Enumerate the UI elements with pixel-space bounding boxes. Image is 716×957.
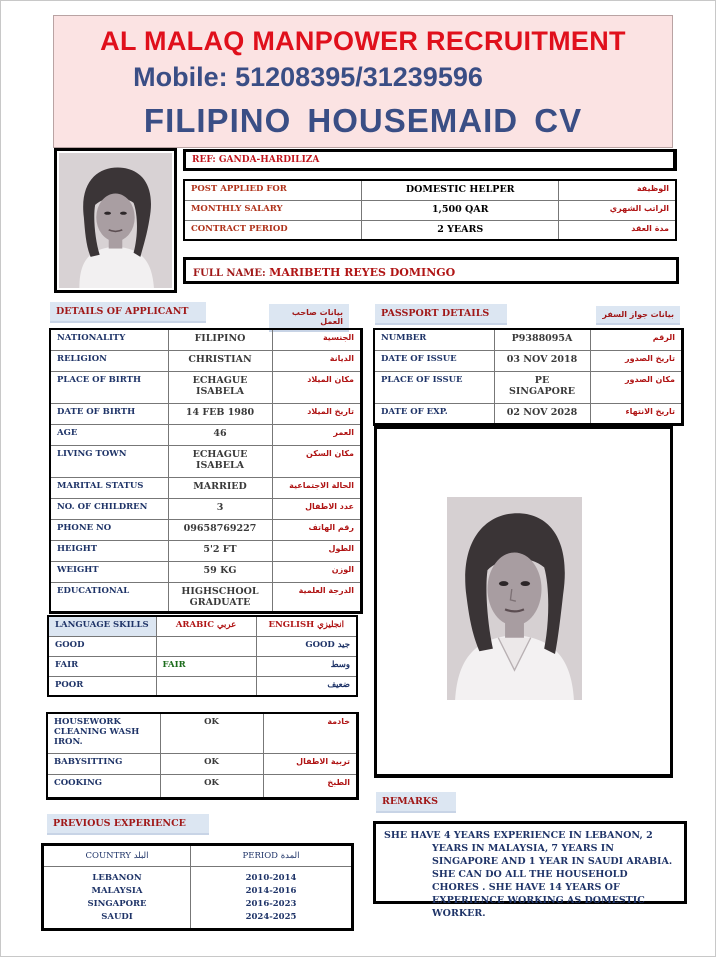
post-arabic: الوظيفة	[559, 180, 676, 200]
post-label: POST APPLIED FOR	[184, 180, 362, 200]
table-row	[47, 753, 358, 774]
post-table	[183, 179, 677, 241]
experience-country: SAUDI	[101, 912, 133, 922]
language-level: FAIR	[48, 656, 156, 676]
table-row	[48, 676, 357, 696]
english-level: وسط	[256, 656, 357, 676]
detail-value: 46	[168, 424, 272, 445]
table-row	[50, 424, 362, 445]
post-value: DOMESTIC HELPER	[362, 180, 559, 200]
detail-label: NATIONALITY	[50, 329, 168, 350]
table-row	[50, 561, 362, 582]
company-name: AL MALAQ MANPOWER RECRUITMENT	[100, 26, 626, 56]
experience-country: MALAYSIA	[91, 886, 143, 896]
detail-label: MARITAL STATUS	[50, 477, 168, 498]
detail-label: PLACE OF BIRTH	[50, 371, 168, 403]
skill-label: BABYSITTING	[47, 753, 160, 774]
full-name-value: MARIBETH REYES DOMINGO	[269, 266, 456, 279]
table-row	[50, 350, 362, 371]
table-row	[50, 540, 362, 561]
passport-arabic: الرقم	[590, 329, 683, 350]
english-level: GOOD جيد	[256, 636, 357, 656]
detail-arabic: الطول	[272, 540, 362, 561]
table-row	[374, 329, 683, 350]
detail-arabic: تاريخ الميلاد	[272, 403, 362, 424]
full-name-box	[183, 257, 679, 284]
passport-arabic: تاريخ الانتهاء	[590, 403, 683, 424]
language-skills-title: LANGUAGE SKILLS	[48, 616, 156, 636]
table-row	[184, 200, 676, 220]
detail-value: ECHAGUE ISABELA	[168, 445, 272, 477]
experience-country: LEBANON	[92, 873, 142, 883]
table-row	[50, 582, 362, 612]
skill-label: HOUSEWORK CLEANING WASH IRON.	[47, 713, 160, 753]
passport-label: NUMBER	[374, 329, 494, 350]
table-row	[43, 867, 353, 886]
table-row	[43, 885, 353, 898]
passport-table	[373, 328, 684, 426]
header-banner	[53, 15, 673, 148]
detail-arabic: الدرجة العلمية	[272, 582, 362, 612]
detail-value: CHRISTIAN	[168, 350, 272, 371]
reference-box	[183, 149, 677, 171]
country-header: COUNTRY البلد	[43, 845, 191, 867]
detail-label: NO. OF CHILDREN	[50, 498, 168, 519]
passport-label: DATE OF EXP.	[374, 403, 494, 424]
table-row	[50, 519, 362, 540]
passport-arabic: تاريخ الصدور	[590, 350, 683, 371]
table-row	[50, 403, 362, 424]
passport-value: 02 NOV 2028	[494, 403, 590, 424]
detail-value: 5'2 FT	[168, 540, 272, 561]
detail-label: WEIGHT	[50, 561, 168, 582]
mobile-number: Mobile: 51208395/31239596	[133, 62, 483, 92]
detail-value: ECHAGUE ISABELA	[168, 371, 272, 403]
detail-value: FILIPINO	[168, 329, 272, 350]
detail-label: RELIGION	[50, 350, 168, 371]
detail-label: LIVING TOWN	[50, 445, 168, 477]
period-header: PERIOD المدة	[191, 845, 353, 867]
skill-value: OK	[160, 713, 263, 753]
arabic-level	[156, 676, 256, 696]
table-row	[184, 180, 676, 200]
reference-code: REF: GANDA-HARDILIZA	[192, 155, 320, 165]
salary-value: 1,500 QAR	[362, 200, 559, 220]
table-row	[374, 371, 683, 403]
detail-arabic: الوزن	[272, 561, 362, 582]
skill-arabic: الطبخ	[263, 774, 358, 798]
language-level: POOR	[48, 676, 156, 696]
detail-value: 3	[168, 498, 272, 519]
language-level: GOOD	[48, 636, 156, 656]
detail-arabic: مكان الميلاد	[272, 371, 362, 403]
table-row	[47, 713, 358, 753]
applicant-photo-small	[54, 148, 177, 293]
skill-value: OK	[160, 774, 263, 798]
detail-value: 59 KG	[168, 561, 272, 582]
table-row	[50, 445, 362, 477]
detail-arabic: الحالة الاجتماعية	[272, 477, 362, 498]
skill-label: COOKING	[47, 774, 160, 798]
detail-arabic: العمر	[272, 424, 362, 445]
applicant-details-table	[49, 328, 363, 614]
details-section-title: DETAILS OF APPLICANT	[50, 302, 206, 323]
table-row	[50, 477, 362, 498]
table-row	[50, 498, 362, 519]
table-row	[43, 845, 353, 867]
table-row	[50, 371, 362, 403]
detail-label: PHONE NO	[50, 519, 168, 540]
skill-arabic: خادمة	[263, 713, 358, 753]
arabic-level	[156, 636, 256, 656]
table-row	[47, 774, 358, 798]
passport-arabic: مكان الصدور	[590, 371, 683, 403]
experience-period: 2024-2025	[191, 911, 353, 930]
passport-section-title: PASSPORT DETAILS	[375, 304, 507, 325]
applicant-photo-large	[447, 497, 582, 700]
table-row	[43, 911, 353, 930]
detail-label: AGE	[50, 424, 168, 445]
detail-label: DATE OF BIRTH	[50, 403, 168, 424]
table-row	[50, 329, 362, 350]
cv-title: FILIPINO HOUSEMAID CV	[143, 102, 583, 139]
experience-country: SINGAPORE	[87, 899, 147, 909]
previous-experience-title: PREVIOUS EXPERIENCE	[47, 814, 209, 835]
experience-period: 2010-2014	[191, 867, 353, 886]
portrait-image	[59, 153, 172, 288]
detail-value: 09658769227	[168, 519, 272, 540]
contract-arabic: مدة العقد	[559, 220, 676, 240]
table-row	[48, 636, 357, 656]
table-row	[48, 656, 357, 676]
remarks-box	[373, 821, 687, 919]
detail-value: MARRIED	[168, 477, 272, 498]
arabic-level: FAIR	[156, 656, 256, 676]
remarks-title: REMARKS	[376, 792, 456, 813]
language-skills-table	[47, 615, 358, 697]
skill-value: OK	[160, 753, 263, 774]
passport-value: 03 NOV 2018	[494, 350, 590, 371]
contract-value: 2 YEARS	[362, 220, 559, 240]
table-row	[374, 403, 683, 424]
table-row	[184, 220, 676, 240]
detail-label: EDUCATIONAL	[50, 582, 168, 612]
salary-arabic: الراتب الشهري	[559, 200, 676, 220]
table-row	[48, 616, 357, 636]
passport-label: PLACE OF ISSUE	[374, 371, 494, 403]
detail-arabic: رقم الهاتف	[272, 519, 362, 540]
contract-label: CONTRACT PERIOD	[184, 220, 362, 240]
passport-value: P9388095A	[494, 329, 590, 350]
salary-label: MONTHLY SALARY	[184, 200, 362, 220]
detail-value: HIGHSCHOOL GRADUATE	[168, 582, 272, 612]
english-level: ضعيف	[256, 676, 357, 696]
passport-section-title-arabic: بيانات جواز السفر	[596, 306, 680, 325]
detail-value: 14 FEB 1980	[168, 403, 272, 424]
detail-arabic: الجنسية	[272, 329, 362, 350]
detail-arabic: عدد الاطفال	[272, 498, 362, 519]
experience-table	[41, 843, 354, 931]
passport-value: PE SINGAPORE	[494, 371, 590, 403]
full-name-label: FULL NAME:	[193, 268, 266, 279]
english-column-header: ENGLISH انجليزي	[256, 616, 357, 636]
remarks-text: SHE HAVE 4 YEARS EXPERIENCE IN LEBANON, 2 YEARS IN MALAYSIA, 7 YEARS IN SINGAPORE AND 1 YEAR IN SAUDI ARABIA. SHE CAN DO ALL THE HOUSEHOLD CHORES . SHE HAVE 14 YEARS OF EXPERIENCE WORKING AS DOMESTIC WORKER.	[384, 830, 673, 919]
arabic-column-header: ARABIC عربي	[156, 616, 256, 636]
details-section-title-arabic: بيانات صاحب العمل	[269, 304, 349, 332]
table-row	[374, 350, 683, 371]
passport-label: DATE OF ISSUE	[374, 350, 494, 371]
experience-period: 2016-2023	[191, 898, 353, 911]
experience-period: 2014-2016	[191, 885, 353, 898]
detail-label: HEIGHT	[50, 540, 168, 561]
work-skills-table	[46, 712, 359, 800]
table-row	[43, 898, 353, 911]
skill-arabic: تربية الاطفال	[263, 753, 358, 774]
detail-arabic: مكان السكن	[272, 445, 362, 477]
detail-arabic: الديانة	[272, 350, 362, 371]
